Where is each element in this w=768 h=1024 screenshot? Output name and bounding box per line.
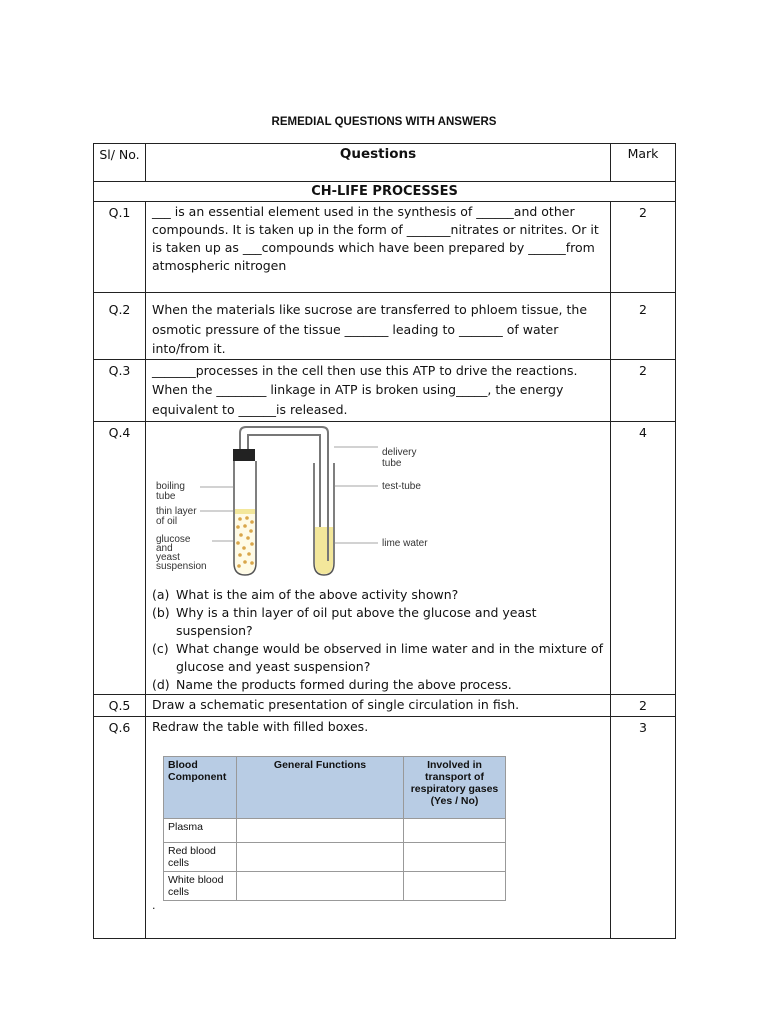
question-mark: 2 bbox=[611, 359, 676, 421]
inner-row bbox=[164, 871, 506, 900]
trailing-mark: . bbox=[152, 898, 156, 912]
inner-empty-cell bbox=[404, 818, 506, 842]
question-number: Q.3 bbox=[94, 359, 146, 421]
inner-row-label: Red blood cells bbox=[164, 842, 237, 871]
inner-row-label: Plasma bbox=[164, 818, 237, 842]
sub-question-label: (a) bbox=[152, 586, 170, 602]
questions-table bbox=[93, 143, 676, 939]
question-row bbox=[94, 359, 676, 421]
inner-row bbox=[164, 818, 506, 842]
question-number: Q.1 bbox=[94, 202, 146, 293]
inner-empty-cell bbox=[404, 842, 506, 871]
question-text: ___ is an essential element used in the synthesis of ______and other compounds. It is taken up in the form of _______nitrates or nitrites. Or it is taken up as ___compounds which have been prepared by ______from atmospheric nitrogen bbox=[146, 202, 611, 293]
question-number: Q.4 bbox=[94, 421, 146, 694]
sub-question bbox=[152, 604, 604, 640]
blood-component-table bbox=[163, 756, 506, 901]
question-mark: 4 bbox=[611, 421, 676, 694]
sub-question-text: What is the aim of the above activity shown? bbox=[176, 586, 459, 602]
lime-water bbox=[315, 527, 333, 574]
inner-header-functions: General Functions bbox=[237, 756, 404, 818]
label-oil: thin layer of oil bbox=[156, 505, 197, 527]
question-row bbox=[94, 716, 676, 938]
question-text: _______processes in the cell then use this ATP to drive the reactions. When the ________ linkage in ATP is broken using_____, the energy equivalent to ______is released. bbox=[146, 359, 611, 421]
sub-question-label: (b) bbox=[152, 604, 170, 620]
oil-layer bbox=[235, 509, 255, 514]
question-number: Q.2 bbox=[94, 293, 146, 360]
question-number: Q.6 bbox=[94, 716, 146, 938]
inner-header-transport: Involved in transport of respiratory gases (Yes / No) bbox=[404, 756, 506, 818]
header-questions: Questions bbox=[146, 144, 611, 182]
header-sl: Sl/ No. bbox=[94, 144, 146, 182]
inner-empty-cell bbox=[237, 842, 404, 871]
question-row bbox=[94, 694, 676, 716]
fermentation-apparatus-diagram bbox=[152, 423, 452, 581]
header-mark: Mark bbox=[611, 144, 676, 182]
sub-question bbox=[152, 676, 604, 694]
chapter-row bbox=[94, 182, 676, 202]
sub-question bbox=[152, 586, 604, 604]
question-text: Redraw the table with filled boxes. bbox=[152, 718, 369, 734]
inner-empty-cell bbox=[237, 818, 404, 842]
label-lime-water: lime water bbox=[382, 537, 428, 549]
question-row bbox=[94, 293, 676, 360]
question-mark: 3 bbox=[611, 716, 676, 938]
document-title: REMEDIAL QUESTIONS WITH ANSWERS bbox=[271, 116, 497, 128]
question-content bbox=[146, 421, 611, 694]
chapter-title: CH-LIFE PROCESSES bbox=[94, 182, 676, 202]
label-delivery-tube: delivery tube bbox=[382, 446, 417, 469]
question-content bbox=[146, 716, 611, 938]
sub-question-text: What change would be observed in lime water and in the mixture of glucose and yeast suspension? bbox=[176, 640, 604, 674]
sub-question-label: (c) bbox=[152, 640, 169, 656]
question-mark: 2 bbox=[611, 202, 676, 293]
stopper bbox=[233, 449, 255, 461]
inner-header-component: Blood Component bbox=[164, 756, 237, 818]
question-mark: 2 bbox=[611, 293, 676, 360]
inner-row bbox=[164, 842, 506, 871]
inner-empty-cell bbox=[404, 871, 506, 900]
sub-question bbox=[152, 640, 604, 676]
label-boiling-tube: boiling tube bbox=[156, 480, 185, 502]
question-number: Q.5 bbox=[94, 694, 146, 716]
inner-empty-cell bbox=[237, 871, 404, 900]
sub-question-text: Name the products formed during the above process. bbox=[176, 676, 512, 692]
inner-header-row bbox=[164, 756, 506, 818]
question-text: When the materials like sucrose are transferred to phloem tissue, the osmotic pressure of the tissue _______ leading to _______ of water into/from it. bbox=[146, 293, 611, 360]
label-test-tube: test-tube bbox=[382, 480, 421, 492]
question-row bbox=[94, 202, 676, 293]
label-glucose-yeast: glucose and yeast suspension bbox=[156, 533, 207, 572]
header-row bbox=[94, 144, 676, 182]
question-mark: 2 bbox=[611, 694, 676, 716]
question-text: Draw a schematic presentation of single circulation in fish. bbox=[146, 694, 611, 716]
sub-question-text: Why is a thin layer of oil put above the glucose and yeast suspension? bbox=[176, 604, 537, 638]
inner-row-label: White blood cells bbox=[164, 871, 237, 900]
sub-question-label: (d) bbox=[152, 676, 170, 692]
question-row bbox=[94, 421, 676, 694]
